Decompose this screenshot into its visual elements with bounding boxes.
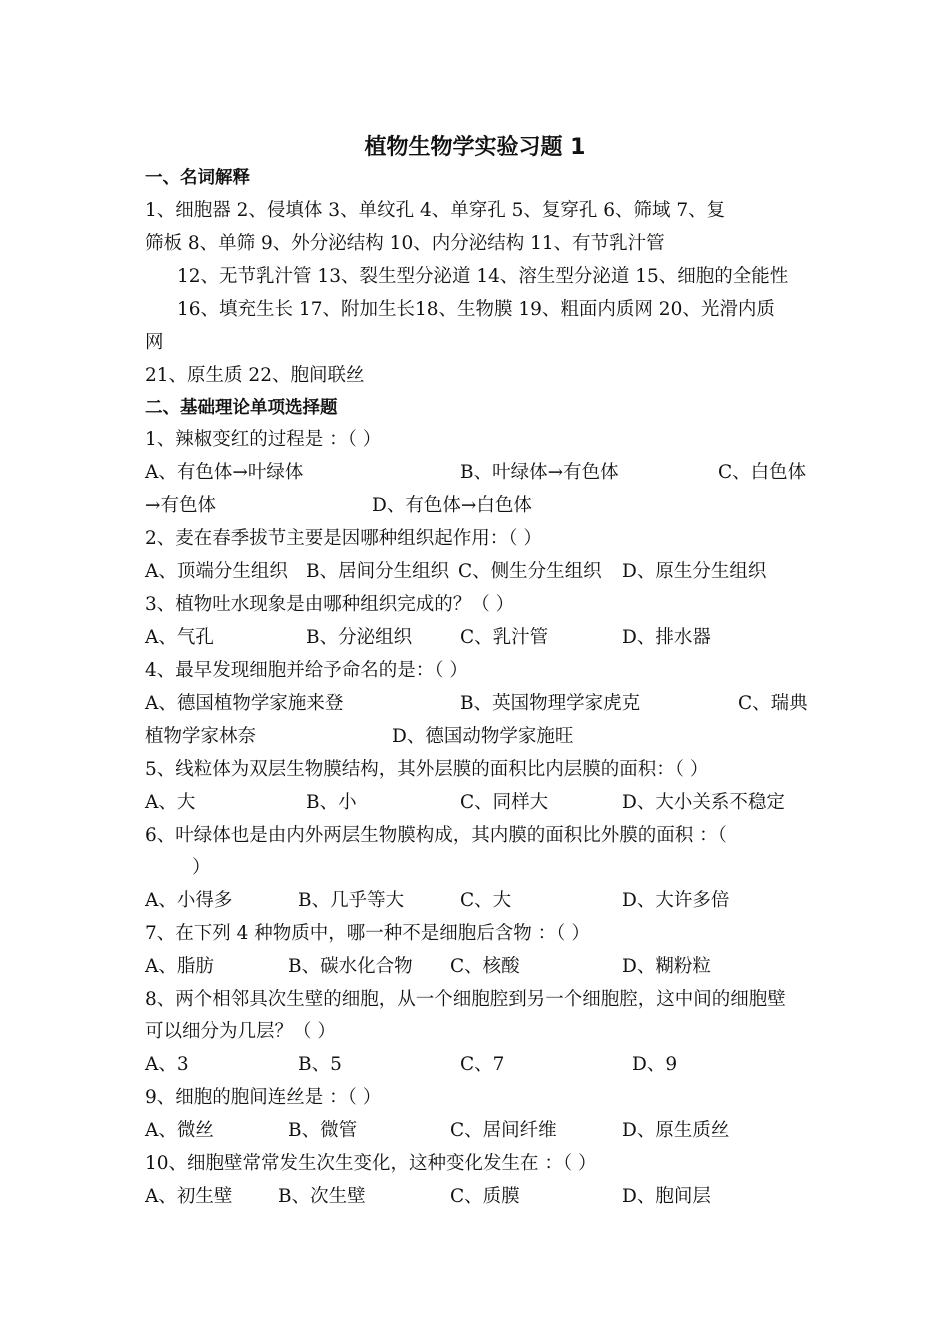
terms-line-5: 网 bbox=[145, 332, 164, 353]
q7-option-d: D、糊粉粒 bbox=[622, 956, 711, 977]
q7-option-a: A、脂肪 bbox=[145, 956, 214, 977]
q5-option-a: A、大 bbox=[145, 792, 196, 813]
q2-option-d: D、原生分生组织 bbox=[622, 561, 767, 582]
terms-line-1 bbox=[145, 202, 805, 221]
question-9: 9、细胞的胞间连丝是 ：（ ） bbox=[145, 1087, 382, 1108]
q4-option-d: D、德国动物学家施旺 bbox=[392, 726, 574, 747]
section-heading-choice: 二、基础理论单项选择题 bbox=[145, 398, 338, 418]
q3-option-d: D、排水器 bbox=[622, 627, 711, 648]
q1-option-d: D、有色体→白色体 bbox=[372, 495, 532, 516]
q1-option-c: C、白色体 bbox=[718, 462, 807, 483]
q6-option-b: B、几乎等大 bbox=[298, 890, 405, 911]
terms-line-3: 12、无节乳汁管 13、裂生型分泌道 14、溶生型分泌道 15、细胞的全能性 bbox=[177, 266, 789, 287]
q6-option-c: C、大 bbox=[460, 890, 512, 911]
q5-option-d: D、大小关系不稳定 bbox=[622, 792, 785, 813]
q7-option-c: C、核酸 bbox=[450, 956, 520, 977]
q6-option-d: D、大许多倍 bbox=[622, 890, 730, 911]
q9-option-c: C、居间纤维 bbox=[450, 1120, 557, 1141]
question-7: 7、在下列 4 种物质中，哪一种不是细胞后含物 ：（ ） bbox=[145, 923, 590, 944]
q10-option-b: B、次生壁 bbox=[278, 1186, 366, 1207]
question-1: 1、辣椒变红的过程是 ：（ ） bbox=[145, 429, 382, 450]
q6-option-a: A、小得多 bbox=[145, 890, 233, 911]
question-6-cont: ） bbox=[192, 857, 211, 878]
q2-option-a: A、顶端分生组织 bbox=[145, 561, 288, 582]
terms-line-1-text: 1、细胞器 2、侵填体 3、单纹孔 4、单穿孔 5、复穿孔 6、筛域 7、复 bbox=[145, 200, 726, 221]
q2-option-b: B、居间分生组织 bbox=[306, 561, 450, 582]
q10-option-c: C、质膜 bbox=[450, 1186, 520, 1207]
q2-option-c: C、侧生分生组织 bbox=[458, 561, 602, 582]
q5-option-c: C、同样大 bbox=[460, 792, 549, 813]
question-10: 10、细胞壁常常发生次生变化，这种变化发生在 ：（ ） bbox=[145, 1153, 597, 1174]
terms-line-2: 筛板 8、单筛 9、外分泌结构 10、内分泌结构 11、有节乳汁管 bbox=[145, 233, 665, 254]
q4-option-a: A、德国植物学家施来登 bbox=[145, 693, 344, 714]
question-4: 4、最早发现细胞并给予命名的是：（ ） bbox=[145, 660, 468, 681]
q9-option-d: D、原生质丝 bbox=[622, 1120, 730, 1141]
question-8-cont: 可以细分为几层？（ ） bbox=[145, 1021, 336, 1042]
q5-option-b: B、小 bbox=[306, 792, 357, 813]
q8-option-d: D、9 bbox=[632, 1054, 678, 1075]
q1-option-c-cont: →有色体 bbox=[145, 495, 217, 516]
q10-option-d: D、胞间层 bbox=[622, 1186, 711, 1207]
q9-option-a: A、微丝 bbox=[145, 1120, 214, 1141]
q4-option-b: B、英国物理学家虎克 bbox=[460, 693, 641, 714]
section-heading-terms: 一、名词解释 bbox=[145, 168, 250, 188]
q8-option-a: A、3 bbox=[145, 1054, 189, 1075]
question-2: 2、麦在春季拔节主要是因哪种组织起作用：（ ） bbox=[145, 528, 542, 549]
q4-option-c: C、瑞典 bbox=[738, 693, 808, 714]
q3-option-a: A、气孔 bbox=[145, 627, 214, 648]
question-6: 6、叶绿体也是由内外两层生物膜构成，其内膜的面积比外膜的面积 ：（ bbox=[145, 825, 727, 846]
q1-option-a: A、有色体→叶绿体 bbox=[145, 462, 304, 483]
terms-line-4: 16、填充生长 17、附加生长18、生物膜 19、粗面内质网 20、光滑内质 bbox=[177, 299, 775, 320]
q1-option-b: B、叶绿体→有色体 bbox=[460, 462, 619, 483]
q10-option-a: A、初生壁 bbox=[145, 1186, 233, 1207]
q8-option-b: B、5 bbox=[298, 1054, 342, 1075]
question-8: 8、两个相邻具次生壁的细胞，从一个细胞腔到另一个细胞腔，这中间的细胞壁 bbox=[145, 989, 786, 1010]
q3-option-b: B、分泌组织 bbox=[306, 627, 413, 648]
q4-option-c-cont: 植物学家林奈 bbox=[145, 726, 257, 747]
page-title: 植物生物学实验习题 1 bbox=[364, 135, 586, 160]
question-5: 5、线粒体为双层生物膜结构，其外层膜的面积比内层膜的面积：（ ） bbox=[145, 759, 709, 780]
q7-option-b: B、碳水化合物 bbox=[288, 956, 413, 977]
q9-option-b: B、微管 bbox=[288, 1120, 358, 1141]
q8-option-c: C、7 bbox=[460, 1054, 505, 1075]
terms-line-6: 21、原生质 22、胞间联丝 bbox=[145, 365, 365, 386]
q3-option-c: C、乳汁管 bbox=[460, 627, 549, 648]
question-3: 3、植物吐水现象是由哪种组织完成的？（ ） bbox=[145, 594, 515, 615]
